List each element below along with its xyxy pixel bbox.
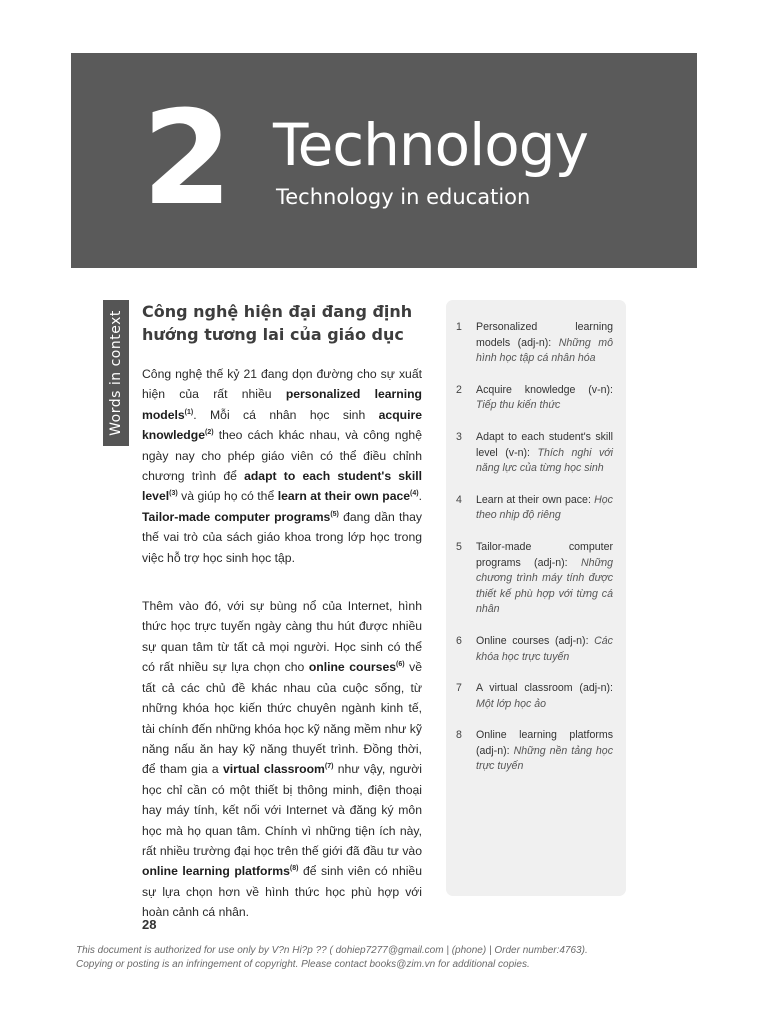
vocab-term: Learn at their own pace: xyxy=(476,493,591,506)
vocab-term: A virtual classroom (adj-n): xyxy=(476,682,613,695)
vocabulary-list xyxy=(446,300,626,775)
footnote-ref: (4) xyxy=(410,490,419,498)
page-number: 28 xyxy=(142,917,157,932)
vocab-term: Online courses (adj-n): xyxy=(476,634,589,647)
vocab-meaning: Học theo nhịp độ riêng xyxy=(476,493,613,522)
keyword: personalized learning models xyxy=(142,387,423,422)
vocab-meaning: Những mô hình học tập cá nhân hóa xyxy=(476,336,613,365)
article-paragraph-2: Thêm vào đó, với sự bùng nổ của Internet, hình thức học trực tuyến ngày càng thu hút được nhiều sự quan tâm từ tất cả mọi người. Học sinh có thể có rất nhiều sự lựa chọn cho online courses$^{(6)}$ về tất cả các chủ đề khác nhau của cuộc sống, từ những khóa học kiến thức chuyên ngành kinh tế, tài chính đến những khóa học kỹ năng mềm như kỹ năng nấu ăn hay kỹ năng thuyết trình. Đồng thời, để tham gia a virtual classroom$^{(7)}$ như vậy, người học chỉ cần có một thiết bị thông minh, điện thoại hay máy tính, kết nối với Internet và đăng ký môn học mà họ quan tâm. Chính vì những tiện ích này, rất nhiều trường đại học trên thế giới đã đầu tư vào online learning platforms$^{(8)}$ để sinh viên có nhiều sự lựa chọn hơn về hình thức học phù hợp với hoàn cảnh cá nhân. xyxy=(142,599,423,920)
keyword: virtual classroom xyxy=(223,762,325,777)
words-in-context-tab xyxy=(103,300,129,446)
vocab-meaning: Các khóa học trực tuyến xyxy=(476,634,613,663)
vocab-meaning: Những nền tảng học trực tuyến xyxy=(476,744,613,773)
footnote-ref: (8) xyxy=(289,865,299,873)
vocab-number: 8 xyxy=(456,729,462,742)
vocab-item xyxy=(456,634,613,665)
vocab-item xyxy=(456,540,613,618)
keyword: online courses xyxy=(308,660,397,675)
vocab-meaning: Tiếp thu kiến thức xyxy=(476,399,561,412)
keyword: Tailor-made computer programs xyxy=(142,509,331,524)
footnote-ref: (3) xyxy=(169,490,178,498)
keyword: online learning platforms xyxy=(142,864,290,879)
keyword: learn at their own pace xyxy=(277,489,411,504)
vocab-item xyxy=(456,681,613,712)
vocab-item xyxy=(456,430,613,477)
keyword: adapt to each student's skill level xyxy=(142,469,422,504)
vocab-item xyxy=(456,493,613,524)
chapter-number: 2 xyxy=(142,82,229,234)
vocab-meaning: Những chương trình máy tính được thiết kế phù hợp với từng cá nhân xyxy=(476,556,613,616)
vocab-number: 4 xyxy=(456,493,462,506)
chapter-title: Technology xyxy=(273,111,588,179)
vocab-number: 3 xyxy=(456,430,462,443)
footnote-ref: (6) xyxy=(396,661,405,669)
notice-line-2: Copying or posting is an infringement of copyright. Please contact books@zim.vn for additional copies. xyxy=(76,959,530,970)
article-paragraph-1: Công nghệ thế kỷ 21 đang dọn đường cho sự xuất hiện của rất nhiều personalized learning models$^{(1)}$. Mỗi cá nhân học sinh acquire knowledge$^{(2)}$ theo cách khác nhau, và công nghệ ngày nay cho phép giáo viên có thể điều chỉnh chương trình để adapt to each student's skill level$^{(3)}$ và giúp họ có thể learn at their own pace$^{(4)}$. Tailor-made computer programs$^{(5)}$ đang dần thay thế vai trò của sách giáo khoa trong lớp học trong việc hỗ trợ học sinh học tập. xyxy=(142,367,423,565)
vocab-meaning: Một lớp học ảo xyxy=(476,697,547,710)
vocab-meaning: Thích nghi với năng lực của từng học sinh xyxy=(476,446,613,475)
vocab-term: Personalized learning models (adj-n): xyxy=(476,321,613,349)
vocab-item xyxy=(456,728,613,775)
vocab-number: 1 xyxy=(456,321,462,333)
vocab-item xyxy=(456,320,613,367)
vocab-number: 2 xyxy=(456,383,462,396)
footnote-ref: (2) xyxy=(204,429,214,437)
chapter-subtitle: Technology in education xyxy=(276,185,531,209)
side-tab-label: Words in context xyxy=(108,310,124,436)
copyright-notice xyxy=(76,944,716,972)
footnote-ref: (7) xyxy=(324,763,334,771)
footnote-ref: (1) xyxy=(184,408,194,416)
vocab-term: Online learning platforms (adj-n): xyxy=(476,729,613,757)
vocab-term: Tailor-made computer programs (adj-n): xyxy=(476,540,613,569)
vocab-term: Acquire knowledge (v-n): xyxy=(476,383,613,396)
article-heading: Công nghệ hiện đại đang định hướng tương lai của giáo dục xyxy=(142,302,413,344)
vocab-term: Adapt to each student's skill level (v-n): xyxy=(476,430,613,459)
keyword: acquire knowledge xyxy=(142,407,422,443)
notice-line-1: This document is authorized for use only by V?n Hi?p ?? ( dohiep7277@gmail.com | (phone) | Order number:4763). xyxy=(76,945,588,956)
footnote-ref: (5) xyxy=(330,510,339,518)
article xyxy=(142,300,422,951)
vocab-number: 7 xyxy=(456,682,462,695)
vocab-item xyxy=(456,383,613,414)
vocab-number: 6 xyxy=(456,634,462,647)
vocab-number: 5 xyxy=(456,540,462,553)
vocabulary-box xyxy=(446,300,626,896)
